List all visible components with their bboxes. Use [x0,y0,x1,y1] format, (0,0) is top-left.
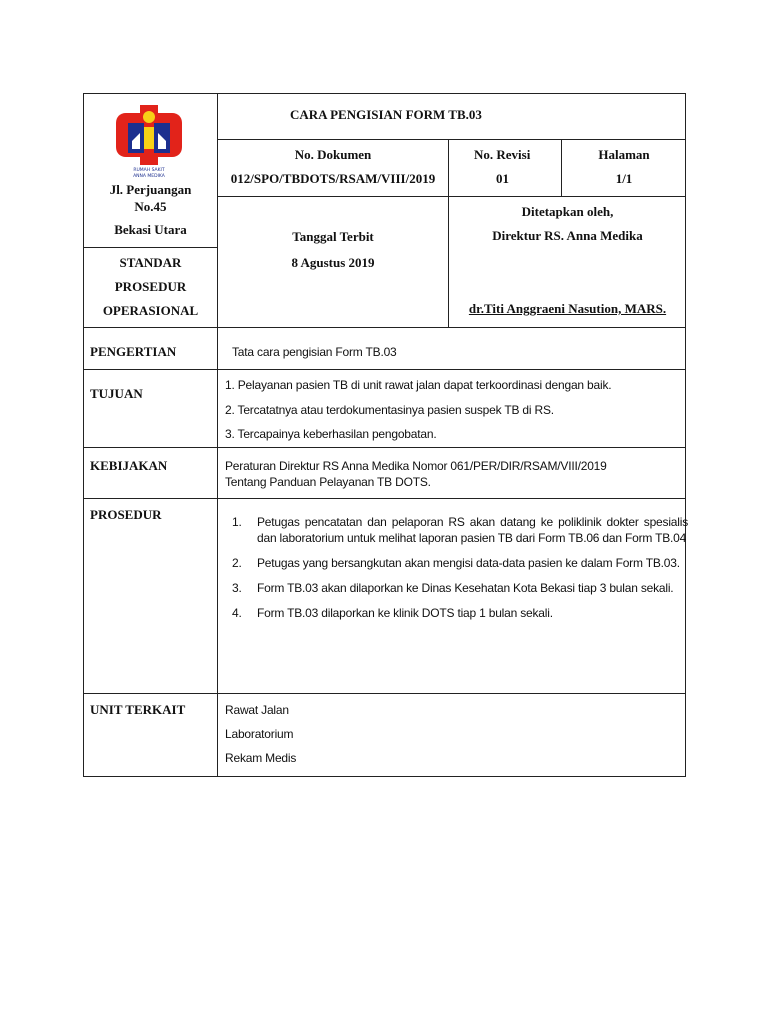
divider-address [83,247,218,248]
unit-terkait-item-2: Laboratorium [225,727,294,741]
pengertian-text: Tata cara pengisian Form TB.03 [232,345,397,359]
logo-text-2: ANNA MEDIKA [133,174,165,179]
revision-label: No. Revisi [474,147,531,162]
document-title: CARA PENGISIAN FORM TB.03 [290,107,482,122]
page-value: 1/1 [615,171,633,186]
prosedur-item [232,555,688,571]
prosedur-item-text: Petugas pencatatan dan pelaporan RS akan datang ke poliklinik dokter spesialis dan laboratorium untuk melihat laporan pasien TB dari Form TB.06 dan Form TB.04 [257,515,688,545]
prosedur-item-text: Form TB.03 dilaporkan ke klinik DOTS tiap 1 bulan sekali. [257,606,553,620]
doc-no-label: No. Dokumen [294,147,372,162]
tujuan-item-1: 1. Pelayanan pasien TB di unit rawat jalan dapat terkoordinasi dengan baik. [225,378,612,392]
tujuan-item-2: 2. Tercatatnya atau terdokumentasinya pasien suspek TB di RS. [225,403,554,417]
tujuan-item-3: 3. Tercapainya keberhasilan pengobatan. [225,427,437,441]
tujuan-label: TUJUAN [90,386,143,401]
divider-title [217,139,686,140]
prosedur-label: PROSEDUR [90,507,162,522]
divider-prosedur [83,498,686,499]
prosedur-item [232,605,688,621]
sop-line-2: PROSEDUR [114,279,187,294]
prosedur-item-number: 4. [232,606,242,620]
unit-terkait-item-3: Rekam Medis [225,751,297,765]
prosedur-item-text: Petugas yang bersangkutan akan mengisi data-data pasien ke dalam Form TB.03. [257,556,680,570]
approved-by-position: Direktur RS. Anna Medika [492,228,643,243]
issue-date-value: 8 Agustus 2019 [291,255,375,270]
prosedur-item [232,514,688,546]
divider-pengertian [83,327,686,328]
border-bottom [83,776,686,777]
divider-docno [217,196,686,197]
prosedur-list [232,514,688,630]
issue-date-label: Tanggal Terbit [292,229,374,244]
divider-tujuan [83,369,686,370]
pengertian-label: PENGERTIAN [90,344,177,359]
unit-terkait-item-1: Rawat Jalan [225,703,289,717]
page-label: Halaman [598,147,650,162]
sop-line-3: OPERASIONAL [102,303,199,318]
unit-terkait-label: UNIT TERKAIT [90,702,186,717]
prosedur-item [232,580,688,596]
hospital-logo-icon [114,103,184,181]
approved-by-name: dr.Titi Anggraeni Nasution, MARS. [468,301,667,316]
prosedur-item-text: Form TB.03 akan dilaporkan ke Dinas Kesehatan Kota Bekasi tiap 3 bulan sekali. [257,581,674,595]
divider-kebijakan [83,447,686,448]
prosedur-item-number: 1. [232,515,242,529]
revision-value: 01 [496,171,509,186]
prosedur-item-number: 2. [232,556,242,570]
prosedur-item-number: 3. [232,581,242,595]
divider-unit-terkait [83,693,686,694]
kebijakan-label: KEBIJAKAN [90,458,168,473]
sop-document [83,93,686,777]
doc-no-value: 012/SPO/TBDOTS/RSAM/VIII/2019 [230,171,436,186]
approved-by-label: Ditetapkan oleh, [521,204,614,219]
kebijakan-line-2: Tentang Panduan Pelayanan TB DOTS. [225,475,431,489]
logo-text-1: RUMAH SAKIT [133,168,165,173]
kebijakan-line-1: Peraturan Direktur RS Anna Medika Nomor 061/PER/DIR/RSAM/VIII/2019 [225,459,607,473]
border-top [83,93,686,94]
sop-line-1: STANDAR [119,255,182,270]
address-line-2: No.45 [134,199,167,214]
address-line-3: Bekasi Utara [114,222,187,237]
address-line-1: Jl. Perjuangan [109,182,192,197]
